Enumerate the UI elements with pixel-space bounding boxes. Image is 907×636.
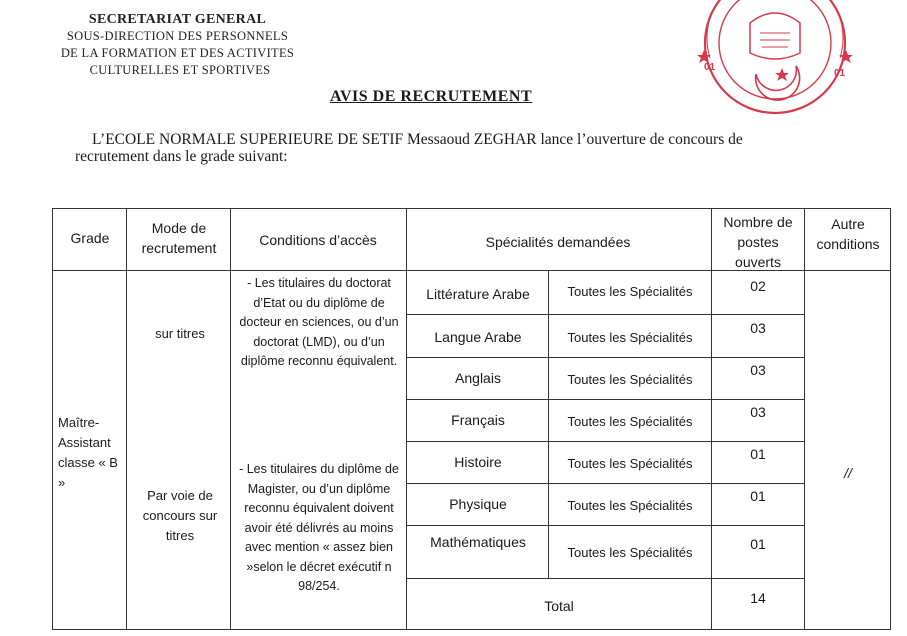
col-sep xyxy=(406,208,407,630)
row-sep xyxy=(406,525,804,526)
table-border-left xyxy=(52,208,53,630)
row-sep xyxy=(406,578,804,579)
header-secretariat: SECRETARIAT GENERAL xyxy=(88,12,267,27)
intro-line-1: L’ECOLE NORMALE SUPERIEURE DE SETIF Messaoud ZEGHAR lance l’ouverture de concours de xyxy=(92,131,743,148)
header-specialites: Spécialités demandées xyxy=(485,234,631,250)
grade-value: Maître-Assistant classe « B » xyxy=(58,415,118,490)
row-filiere: Physique xyxy=(449,496,507,512)
recruitment-table xyxy=(52,208,891,630)
row-sep xyxy=(406,314,804,315)
stamp-right-number: 01 xyxy=(834,68,846,79)
row-postes: 03 xyxy=(750,320,766,336)
row-postes: 01 xyxy=(750,488,766,504)
total-value: 14 xyxy=(750,590,766,606)
row-postes: 02 xyxy=(750,278,766,294)
header-grade: Grade xyxy=(70,230,110,246)
header-formation: DE LA FORMATION ET DES ACTIVITES xyxy=(60,46,295,60)
row-specialite: Toutes les Spécialités xyxy=(567,456,693,471)
row-postes: 01 xyxy=(750,536,766,552)
header-sous-direction: SOUS-DIRECTION DES PERSONNELS xyxy=(66,29,289,43)
col-sep xyxy=(230,208,231,630)
header-postes: Nombre de postes ouverts xyxy=(723,214,793,270)
row-filiere: Littérature Arabe xyxy=(426,286,530,302)
row-specialite: Toutes les Spécialités xyxy=(567,545,693,560)
header-mode: Mode de recrutement xyxy=(141,220,217,256)
table-border-right xyxy=(890,208,891,630)
conditions-magister: - Les titulaires du diplôme de Magister, ou d’un diplôme reconnu équivalent doivent avoir été délivrés au moins avec mention « assez bien »selon le décret exécutif n 98/254. xyxy=(239,462,399,593)
header-autres: Autre conditions xyxy=(816,216,880,252)
autres-conditions-value: // xyxy=(844,465,852,481)
page-title: AVIS DE RECRUTEMENT xyxy=(330,88,533,105)
row-postes: 03 xyxy=(750,362,766,378)
row-sep xyxy=(406,483,804,484)
row-specialite: Toutes les Spécialités xyxy=(567,284,693,299)
conditions-doctorat: - Les titulaires du doctorat d’Etat ou du diplôme de docteur en sciences, ou d’un doctorat (LMD), ou d’un diplôme reconnu équivalent. xyxy=(239,276,399,368)
row-postes: 03 xyxy=(750,404,766,420)
total-label: Total xyxy=(544,598,574,614)
intro-line-2: recrutement dans le grade suivant: xyxy=(75,148,288,165)
col-sep xyxy=(126,208,127,630)
row-specialite: Toutes les Spécialités xyxy=(567,414,693,429)
row-filiere: Langue Arabe xyxy=(434,329,522,345)
header-conditions: Conditions d’accès xyxy=(259,232,377,248)
row-filiere: Anglais xyxy=(455,370,501,386)
header-activites: CULTURELLES ET SPORTIVES xyxy=(89,63,271,77)
col-sep xyxy=(711,208,712,630)
mode-sur-titres: sur titres xyxy=(155,326,205,341)
row-postes: 01 xyxy=(750,446,766,462)
col-sep xyxy=(804,208,805,630)
table-border-bottom xyxy=(52,629,891,630)
row-specialite: Toutes les Spécialités xyxy=(567,498,693,513)
row-sep xyxy=(406,357,804,358)
row-specialite: Toutes les Spécialités xyxy=(567,372,693,387)
row-filiere: Français xyxy=(451,412,505,428)
table-border-top xyxy=(52,208,891,209)
mode-concours: Par voie de concours sur titres xyxy=(142,488,218,543)
row-sep xyxy=(406,399,804,400)
row-sep xyxy=(406,441,804,442)
official-stamp-seal xyxy=(690,0,860,118)
row-specialite: Toutes les Spécialités xyxy=(567,330,693,345)
col-sep xyxy=(548,270,549,578)
row-filiere: Histoire xyxy=(454,454,502,470)
stamp-left-number: 01 xyxy=(704,62,716,73)
row-filiere: Mathématiques xyxy=(430,534,526,550)
